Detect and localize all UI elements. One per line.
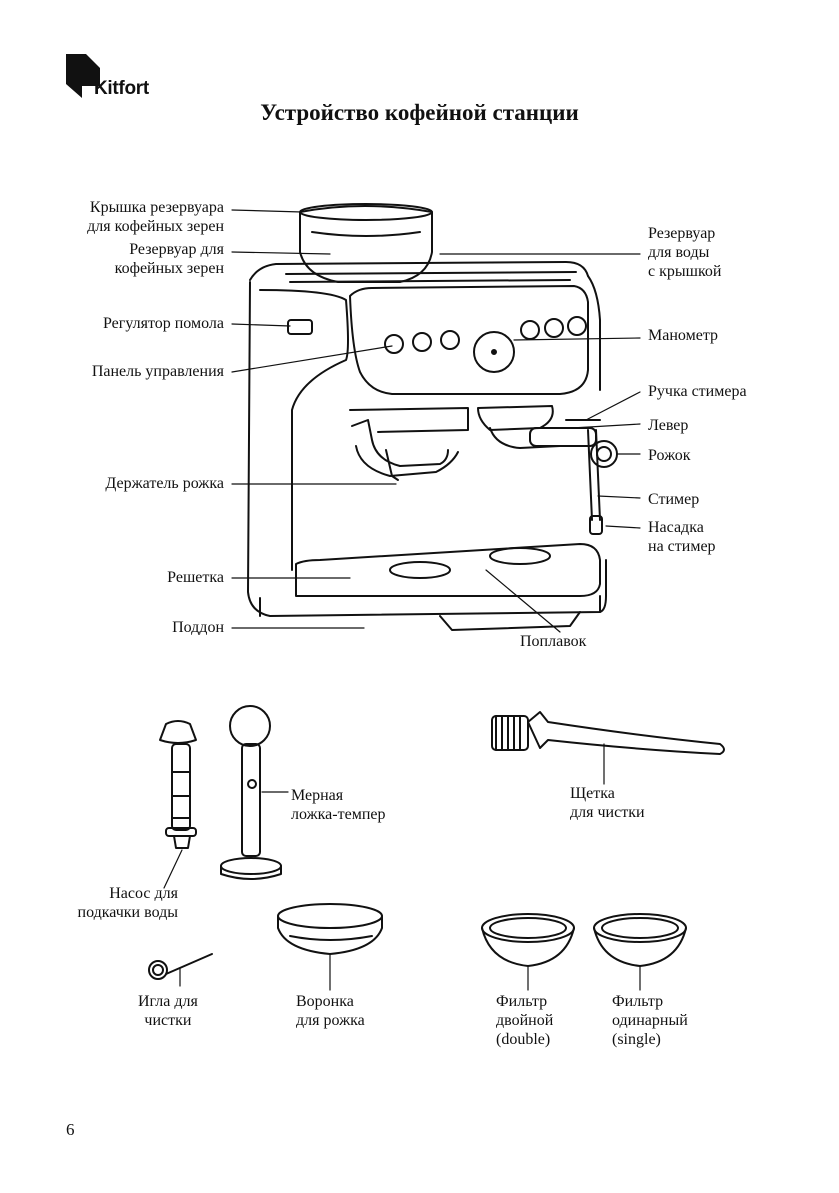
machine-body (248, 282, 606, 616)
page-title: Устройство кофейной станции (260, 100, 579, 125)
drip-tray (296, 544, 600, 596)
funnel-illustration (278, 904, 382, 990)
label-portafilter-holder: Держатель рожка (105, 475, 224, 492)
holder (352, 420, 448, 466)
label-portafilter: Рожок (648, 447, 691, 464)
label-lid-beans: Крышка резервуара для кофейных зерен (87, 199, 224, 235)
needle-illustration (149, 954, 212, 986)
label-filter-single: Фильтр одинарный (single) (612, 993, 688, 1048)
label-grind-regulator: Регулятор помола (102, 315, 224, 332)
label-lever: Левер (648, 417, 689, 434)
label-tamper: Мерная ложка-темпер (291, 787, 386, 823)
filter-single-illustration (594, 914, 686, 990)
label-float: Поплавок (520, 633, 587, 650)
label-steamer: Стимер (648, 491, 700, 508)
grind-knob (288, 320, 312, 334)
label-tray: Поддон (172, 619, 224, 636)
filter-double-illustration (482, 914, 574, 990)
label-funnel: Воронка для рожка (296, 993, 365, 1029)
tamper-illustration (221, 706, 288, 879)
brand-name: Kitfort (94, 78, 149, 99)
portafilter-knob (591, 441, 617, 467)
label-bean-tank: Резервуар для кофейных зерен (114, 241, 224, 277)
machine-illustration (248, 204, 617, 630)
pump-illustration (160, 721, 196, 888)
label-steamer-nozzle: Насадка на стимер (648, 519, 716, 555)
label-brush: Щетка для чистки (570, 785, 645, 821)
label-steamer-handle: Ручка стимера (648, 383, 747, 400)
label-manometer: Манометр (648, 327, 718, 344)
label-needle: Игла для чистки (138, 993, 198, 1029)
page-number: 6 (66, 1120, 75, 1139)
label-grate: Решетка (167, 569, 224, 586)
label-water-tank: Резервуар для воды с крышкой (648, 225, 722, 280)
label-pump: Насос для подкачки воды (77, 885, 178, 921)
brush-illustration (492, 712, 724, 784)
label-control-panel: Панель управления (91, 363, 224, 380)
label-filter-double: Фильтр двойной (double) (496, 993, 554, 1048)
